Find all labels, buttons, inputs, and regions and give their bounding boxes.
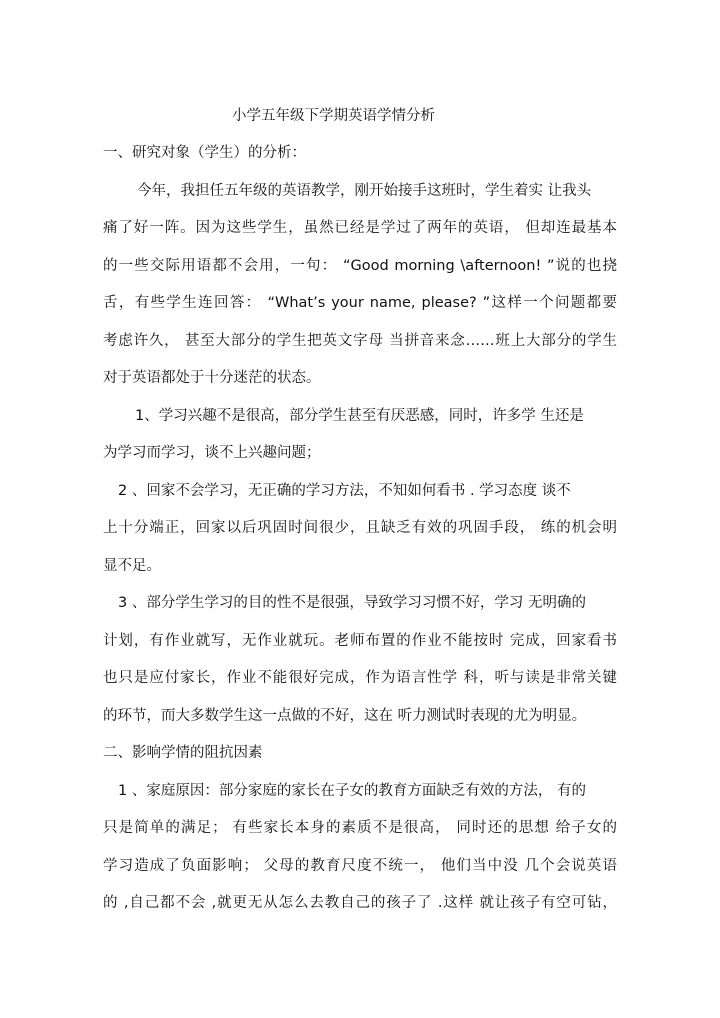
list-item-line: 上十分端正，回家以后巩固时间很少，且缺乏有效的巩固手段， 练的机会明 — [103, 520, 617, 536]
list-item-line: 学习造成了负面影响； 父母的教育尺度不统一， 他们当中没 几个会说英语 — [103, 858, 617, 874]
list-item-line: 的环节，而大多数学生这一点做的不好，这在 听力测试时表现的尤为明显。 — [103, 708, 587, 724]
paragraph-line: 的一些交际用语都不会用，一句： “Good morning \afternoon! ”说的也挠 — [103, 258, 617, 274]
list-item-line: 的 ,自己都不会 ,就更无从怎么去教自己的孩子了 .这样 就让孩子有空可钻， — [103, 895, 617, 911]
list-item-line: 1 、家庭原因：部分家庭的家长在子女的教育方面缺乏有效的方法， 有的 — [118, 783, 586, 799]
section-heading-2: 二、影响学情的阻抗因素 — [103, 745, 263, 761]
list-item-line: 显不足。 — [103, 558, 161, 574]
paragraph-line: 对于英语都处于十分迷茫的状态。 — [103, 370, 321, 386]
list-item-line: 3 、部分学生学习的目的性不是很强，导致学习习惯不好，学习 无明确的 — [118, 595, 586, 611]
list-item-line: 2 、回家不会学习，无正确的学习方法，不知如何看书 . 学习态度 谈不 — [118, 483, 571, 499]
paragraph-line: 痛了好一阵。因为这些学生，虽然已经是学过了两年的英语， 但却连最基本 — [103, 220, 617, 236]
list-item-line: 计划，有作业就写，无作业就玩。老师布置的作业不能按时 完成，回家看书 — [103, 633, 617, 649]
list-item-line: 只是简单的满足； 有些家长本身的素质不是很高， 同时还的思想 给子女的 — [103, 820, 617, 836]
paragraph-line: 考虑许久， 甚至大部分的学生把英文字母 当拼音来念……班上大部分的学生 — [103, 333, 617, 349]
paragraph-line: 舌，有些学生连回答： “What’s your name, please? ”这样一个问题都要 — [103, 295, 617, 311]
list-item-line: 为学习而学习，谈不上兴趣问题； — [103, 445, 321, 461]
document-title: 小学五年级下学期英语学情分析 — [232, 108, 435, 124]
list-item-line: 也只是应付家长，作业不能很好完成，作为语言性学 科，听与读是非常关键 — [103, 670, 617, 686]
section-heading-1: 一、研究对象（学生）的分析： — [103, 145, 306, 161]
paragraph-line: 今年，我担任五年级的英语教学，刚开始接手这班时，学生着实 让我头 — [137, 183, 592, 199]
list-item-line: 1、学习兴趣不是很高，部分学生甚至有厌恶感，同时，许多学 生还是 — [135, 408, 584, 424]
